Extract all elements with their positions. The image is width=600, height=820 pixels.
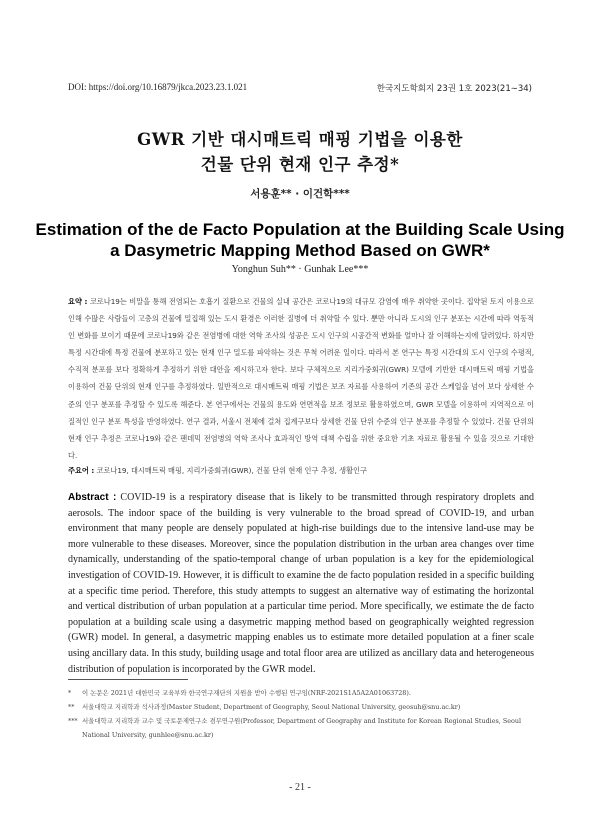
- footnote-2-mark: **: [68, 703, 75, 711]
- korean-keywords: [68, 466, 534, 476]
- journal-citation: 한국지도학회지 23권 1호 2023(21∼34): [376, 84, 532, 94]
- footnote-2: [68, 700, 538, 714]
- footnote-separator: [68, 679, 188, 680]
- korean-title-line-1: GWR 기반 대시매트릭 매핑 기법을 이용한: [137, 130, 463, 149]
- doi-line: DOI: https://doi.org/10.16879/jkca.2023.23.1.021: [68, 82, 248, 92]
- english-title-line-2: a Dasymetric Mapping Method Based on GWR*: [110, 241, 490, 260]
- footnote-3-text: 서울대학교 지리학과 교수 및 국토문제연구소 겸무연구원(Professor, Department of Geography and Institute for Korean Regional Studies, Seoul National University, gunhlee@snu.ac.kr): [82, 717, 522, 739]
- korean-abstract-text: 코로나19는 비말을 통해 전염되는 호흡기 질환으로 건물의 실내 공간은 코로나19의 대규모 감염에 매우 취약한 곳이다. 집약된 토지 이용으로 인해 수많은 사람들이 고층의 건물에 밀집해 있는 도시 환경은 이러한 질병에 더 취약할 수 있다. 뿐만 아니라 도시의 인구 분포는 시간에 따라 역동적인 변화를 보이기 때문에 코로나19와 같은 전염병에 대한 역학 조사의 성공은 도시 인구의 시공간적 변화를 얼마나 잘 이해하는지에 달려있다. 하지만 특정 시간대에 특정 건물에 분포하고 있는 현재 인구 밀도를 파악하는 것은 무척 어려운 일이다. 따라서 본 연구는 특정 시간대의 도시 인구의 수평적, 수직적 분포를 보다 정확하게 추정하기 위한 대안을 제시하고자 한다. 보다 구체적으로 지리가중회귀(GWR) 모델에 기반한 대시매트릭 매핑 기법을 이용하여 건물 단위의 현재 인구를 추정하였다. 일반적으로 대시매트릭 매핑 기법은 보조 자료를 사용하여 기존의 공간 스케일을 넘어 보다 상세한 수준의 인구 분포를 추정할 수 있도록 해준다. 본 연구에서는 건물의 용도와 연면적을 보조 정보로 활용하였으며, GWR 모델을 이용하여 지역적으로 이질적인 인구 분포 특성을 반영하였다. 연구 결과, 서울시 전체에 걸쳐 집계구보다 상세한 건물 단위 수준의 인구 분포를 추정할 수 있었다. 건물 단위의 현재 인구 추정은 코로나19와 같은 팬데믹 전염병의 역학 조사나 효과적인 방역 대책 수립을 위한 중요한 기초 자료로 활용될 수 있을 것으로 기대한다.: [68, 297, 534, 460]
- korean-keywords-label: 주요어 :: [68, 466, 95, 475]
- korean-authors: 서용훈** · 이건학***: [250, 188, 350, 200]
- korean-keywords-text: 코로나19, 대시매트릭 매핑, 지리가중회귀(GWR), 건물 단위 현재 인구 추정, 생활인구: [94, 466, 367, 475]
- korean-abstract: [68, 293, 534, 464]
- footnotes: [68, 686, 538, 742]
- english-abstract-label: Abstract :: [68, 492, 117, 503]
- korean-abstract-label: 요약 :: [68, 297, 88, 306]
- footnote-1-mark: *: [68, 689, 72, 697]
- footnote-3: [68, 714, 538, 742]
- footnote-3-mark: ***: [68, 717, 78, 725]
- english-abstract: [68, 490, 534, 677]
- korean-title-line-2: 건물 단위 현재 인구 추정*: [200, 155, 400, 174]
- footnote-1: [68, 686, 538, 700]
- footnote-2-text: 서울대학교 지리학과 석사과정(Master Student, Department of Geography, Seoul National University, geosuh@snu.ac.kr): [82, 703, 461, 711]
- page-number: - 21 -: [289, 782, 311, 793]
- footnote-1-text: 이 논문은 2021년 대한민국 교육부와 한국연구재단의 지원을 받아 수행된 연구임(NRF-2021S1A5A2A01063728).: [82, 689, 411, 697]
- english-abstract-text: COVID-19 is a respiratory disease that is likely to be transmitted through respiratory droplets and aerosols. The indoor space of the building is very vulnerable to the broad spread of COVID-19, and urban environment that many people are densely populated at high-rise buildings due to the intensive land-use may be more vulnerable to these diseases. Moreover, since the population distribution in the urban area changes over time dynamically, understanding of the spatio-temporal change of urban population is a key for the epidemiological investigation of COVID-19. However, it is difficult to examine the de facto population resided in a specific building at a specific time period. Therefore, this study attempts to suggest an alternative way of estimating the horizontal and vertical distribution of urban population at a particular time period. More specifically, we estimate the de facto population at a building scale using a dasymetric mapping method based on geographically weighted regression (GWR) model. In general, a dasymetric mapping enables us to estimate more detailed population at a finer scale using ancillary data. In this study, building usage and total floor area are utilized as ancillary data and heterogeneous distribution of population is incorporated by the GWR model.: [68, 492, 534, 675]
- english-authors: Yonghun Suh** · Gunhak Lee***: [231, 264, 369, 275]
- english-title-line-1: Estimation of the de Facto Population at the Building Scale Using: [35, 220, 565, 239]
